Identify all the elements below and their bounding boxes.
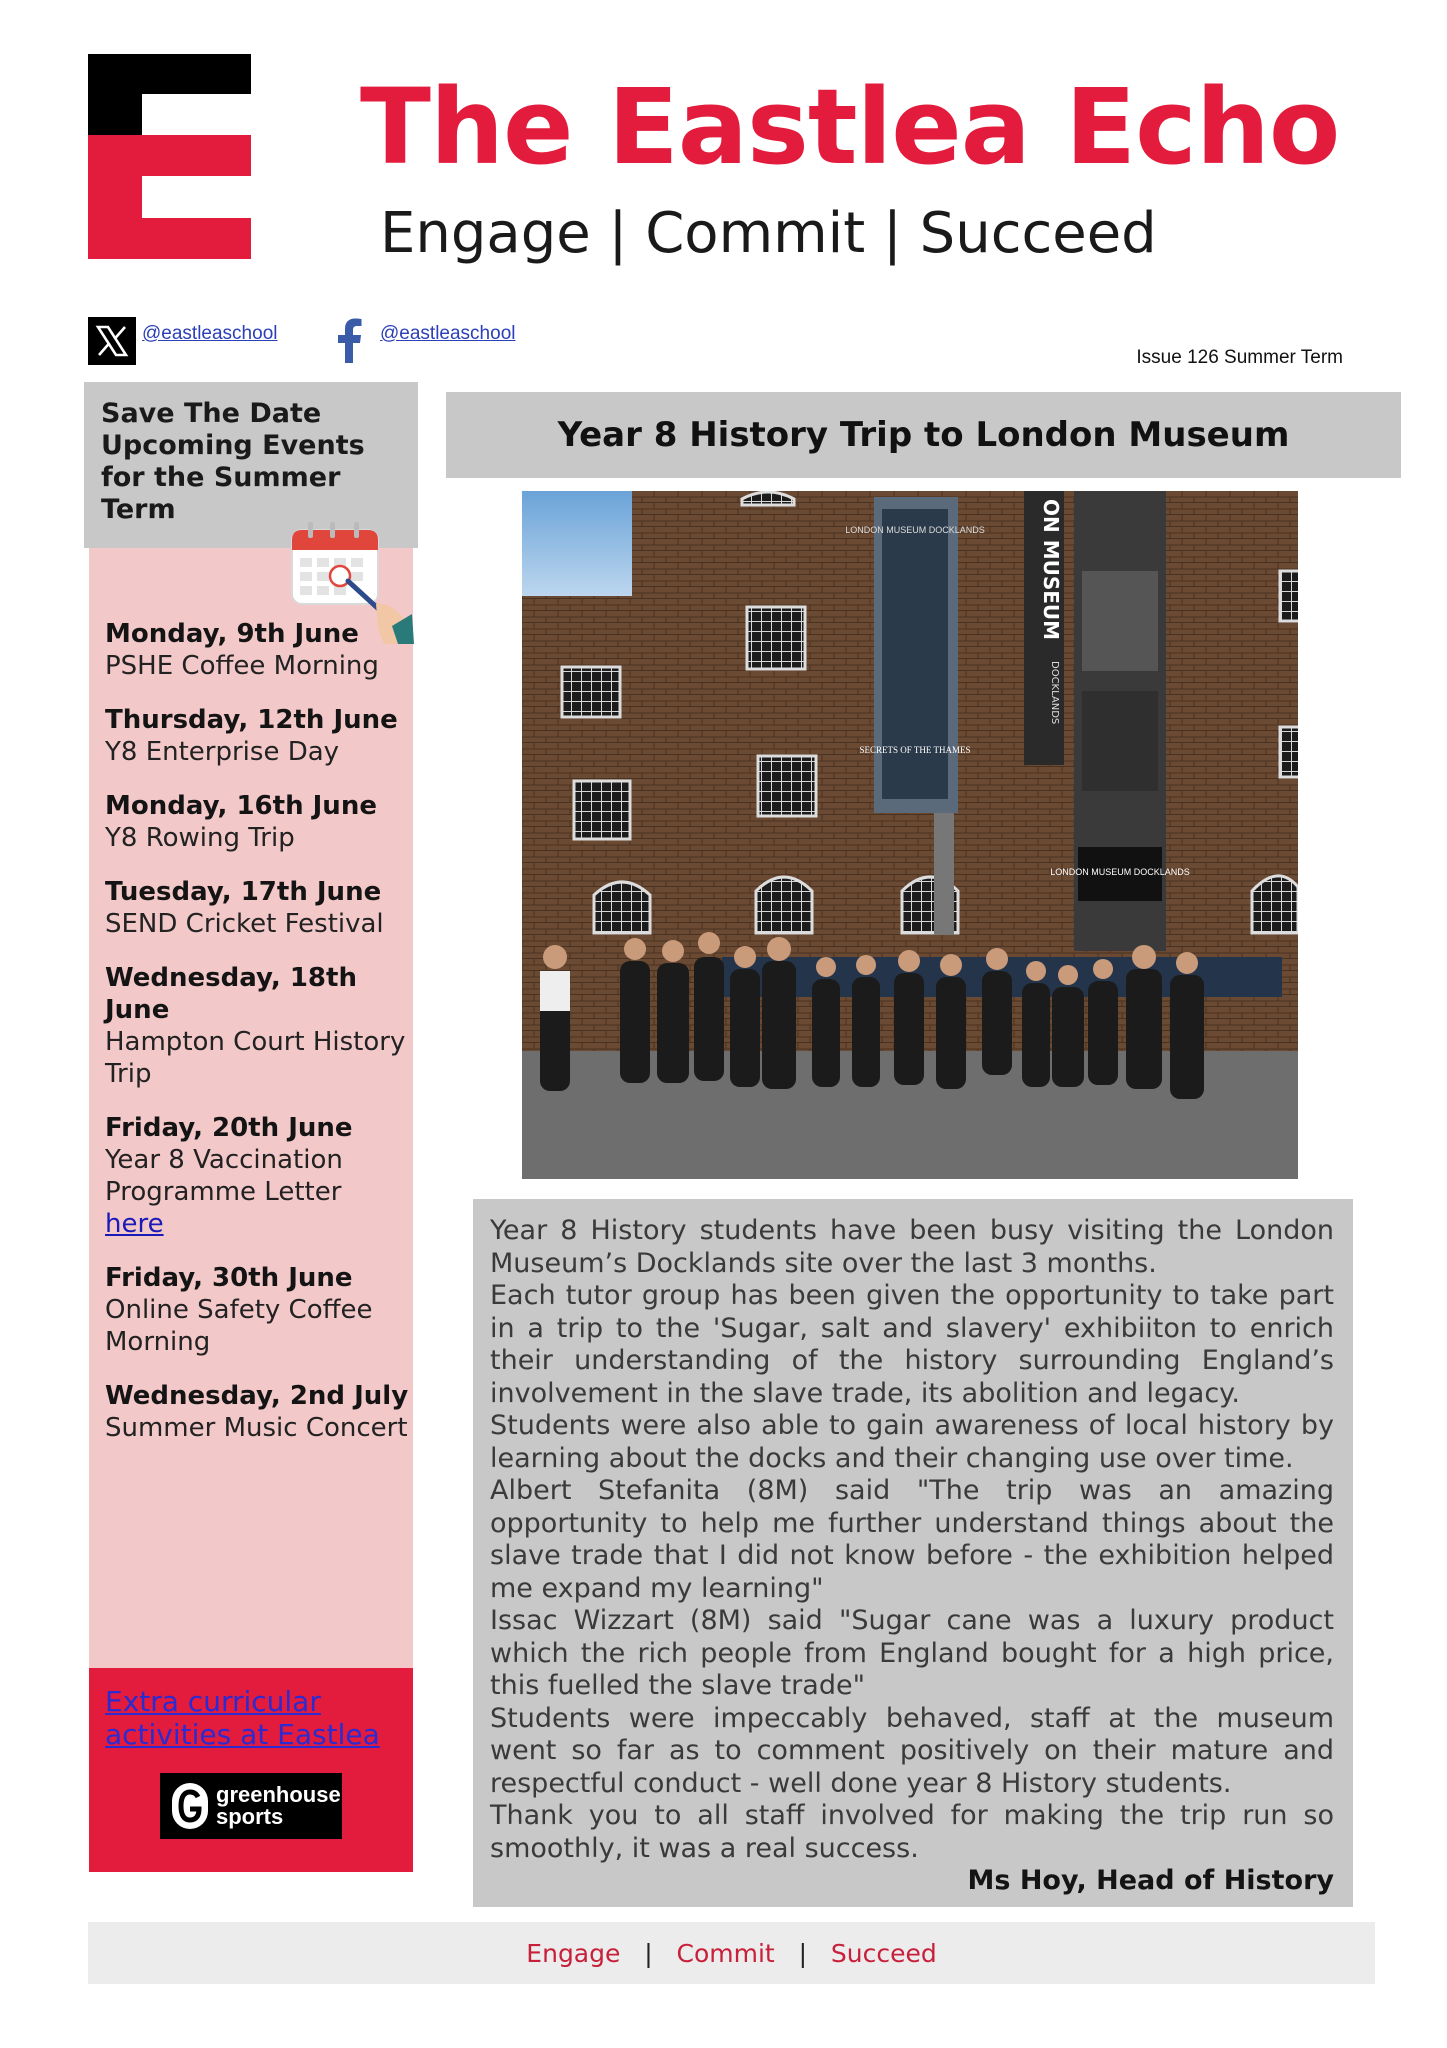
article-paragraph: Albert Stefanita (8M) said "The trip was an amazing opportunity to help me further understand things about the slave trade that I did not know before - the exhibition helped me expand my learning" [490, 1475, 1334, 1604]
sponsor-name: greenhouse [216, 1782, 341, 1807]
banner-top-text: LONDON MUSEUM DOCKLANDS [845, 525, 985, 535]
event-item [105, 618, 410, 682]
sidebar-heading-line: for the Summer [101, 462, 341, 493]
sidebar-heading-line: Save The Date [101, 398, 322, 429]
event-description: Year 8 Vaccination Programme Letter [105, 1145, 343, 1207]
eastlea-logo [88, 54, 251, 259]
event-item [105, 1380, 410, 1444]
sidebar-heading-line: Term [101, 494, 176, 525]
event-date: Monday, 9th June [105, 619, 359, 649]
event-description: PSHE Coffee Morning [105, 651, 379, 681]
extracurricular-link[interactable]: Extra curricular activities at Eastlea [105, 1685, 380, 1751]
event-item [105, 962, 410, 1090]
footer-word-engage: Engage [526, 1938, 621, 1968]
article-title-bar [446, 392, 1401, 478]
greenhouse-g-icon [170, 1781, 210, 1831]
greenhouse-sports-logo [160, 1773, 342, 1839]
facebook-social-link[interactable] [326, 316, 515, 366]
event-description: Y8 Rowing Trip [105, 823, 295, 853]
x-social-link[interactable] [88, 316, 277, 366]
event-date: Tuesday, 17th June [105, 877, 382, 907]
article-paragraph: Students were also able to gain awareness of local history by learning about the docks and their changing use over time. [490, 1410, 1334, 1474]
event-date: Friday, 30th June [105, 1263, 353, 1293]
article-paragraph: Thank you to all staff involved for making the trip run so smoothly, it was a real success. [490, 1800, 1334, 1864]
events-list [105, 618, 410, 1466]
banner-main-text: SECRETS OF THE THAMES [859, 745, 971, 755]
vertical-museum-subsign: DOCKLANDS [1049, 661, 1060, 725]
article-paragraph: Issac Wizzart (8M) said "Sugar cane was a luxury product which the rich people from England bought for a high price, this fuelled the slave trade" [490, 1605, 1334, 1701]
article-paragraph: Each tutor group has been given the opportunity to take part in a trip to the 'Sugar, salt and slavery' exhibiiton to enrich their understanding of the history surrounding England’s involvement in the slave trade, its abolition and legacy. [490, 1280, 1334, 1409]
footer-separator: | [798, 1938, 808, 1968]
event-date: Wednesday, 18th June [105, 963, 357, 1025]
event-description: Hampton Court History Trip [105, 1027, 406, 1089]
facebook-icon [326, 317, 374, 365]
footer-word-succeed: Succeed [830, 1938, 937, 1968]
event-description: Summer Music Concert [105, 1413, 408, 1443]
article-body [473, 1199, 1353, 1907]
footer-separator: | [644, 1938, 653, 1968]
door-museum-sign: LONDON MUSEUM DOCKLANDS [1050, 867, 1190, 877]
event-item [105, 876, 410, 940]
footer-bar [88, 1922, 1375, 1984]
event-description: Y8 Enterprise Day [105, 737, 340, 767]
event-date: Wednesday, 2nd July [105, 1381, 409, 1411]
article-paragraph: Students were impeccably behaved, staff at the museum went so far as to comment positively on their mature and respectful conduct - well done year 8 History students. [490, 1702, 1334, 1799]
event-description: Online Safety Coffee Morning [105, 1295, 373, 1357]
issue-label: Issue 126 Summer Term [1136, 347, 1343, 368]
article-paragraph: Year 8 History students have been busy visiting the London Museum’s Docklands site over the last 3 months. [490, 1215, 1334, 1279]
article-title: Year 8 History Trip to London Museum [557, 415, 1290, 455]
facebook-handle[interactable]: @eastleaschool [380, 323, 516, 344]
sidebar-heading-line: Upcoming Events [101, 430, 365, 461]
event-date: Monday, 16th June [105, 791, 377, 821]
article-signature: Ms Hoy, Head of History [967, 1865, 1334, 1896]
event-date: Friday, 20th June [105, 1113, 353, 1143]
event-item [105, 704, 410, 768]
event-description: SEND Cricket Festival [105, 909, 384, 939]
museum-group-photo [522, 491, 1298, 1179]
newsletter-tagline: Engage | Commit | Succeed [380, 201, 1157, 266]
x-handle[interactable]: @eastleaschool [142, 323, 278, 344]
event-item [105, 790, 410, 854]
footer-word-commit: Commit [676, 1938, 775, 1968]
newsletter-title: The Eastlea Echo [360, 66, 1340, 188]
event-item [105, 1112, 410, 1240]
event-date: Thursday, 12th June [105, 705, 398, 735]
x-icon [88, 317, 136, 365]
sponsor-name: sports [216, 1804, 284, 1829]
vertical-museum-sign: ON MUSEUM [1039, 499, 1063, 641]
vaccination-letter-link[interactable]: here [105, 1209, 164, 1239]
event-item [105, 1262, 410, 1358]
